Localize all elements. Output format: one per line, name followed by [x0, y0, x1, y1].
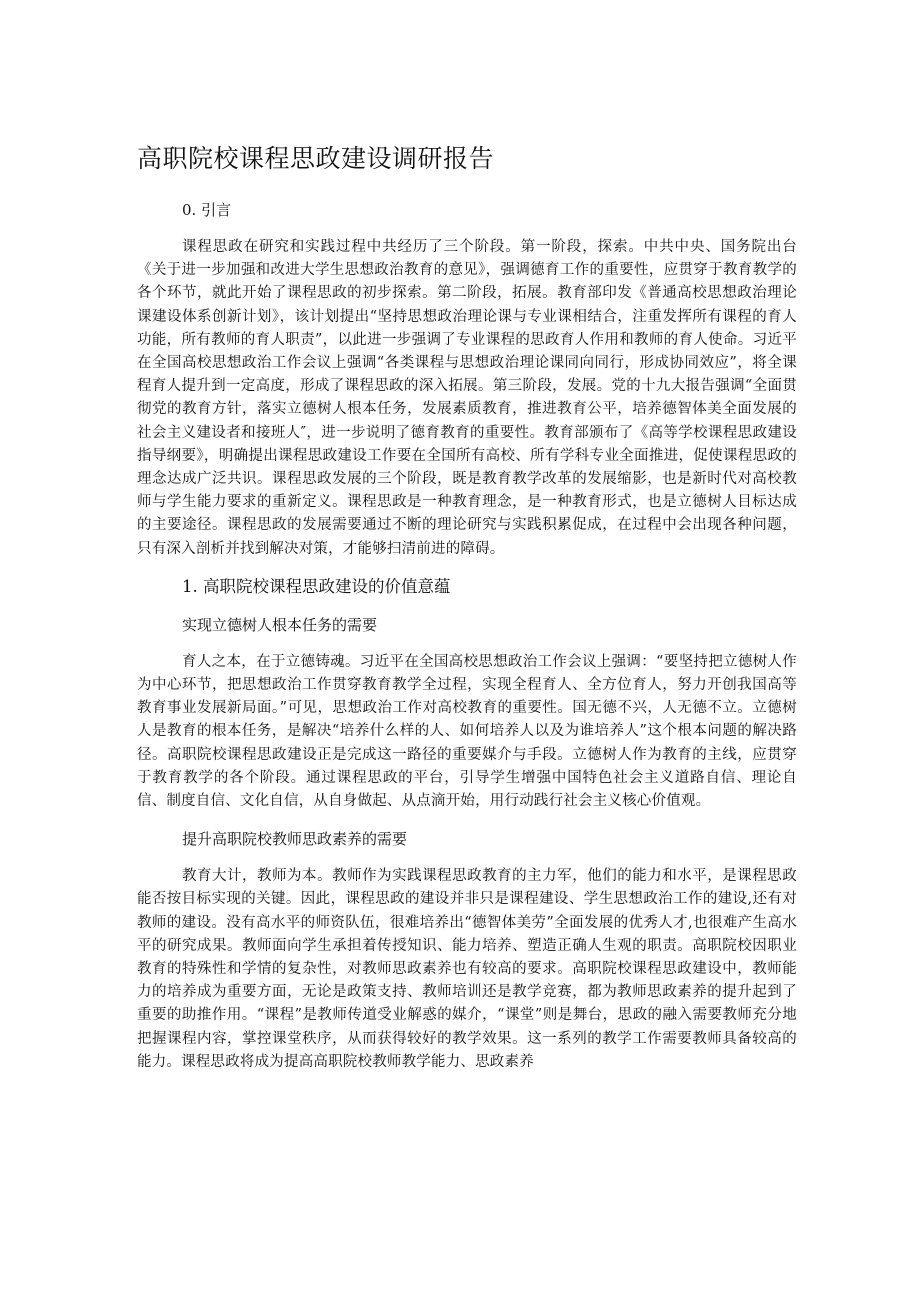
section-heading-intro: 0. 引言	[182, 201, 232, 219]
document-page	[137, 142, 797, 1088]
paragraph-intro: 课程思政在研究和实践过程中共经历了三个阶段。第一阶段，探索。中共中央、国务院出台《关于进一步加强和改进大学生思想政治教育的意见》，强调德育工作的重要性，应贯穿于教育教学的各个环节，就此开始了课程思政的初步探索。第二阶段，拓展。教育部印发《普通高校思想政治理论课建设体系创新计划》，该计划提出“坚持思想政治理论课与专业课相结合，注重发挥所有课程的育人功能，所有教师的育人职责”，以此进一步强调了专业课程的思政育人作用和教师的育人使命。习近平在全国高校思想政治工作会议上强调“各类课程与思想政治理论课同向同行，形成协同效应”，将全课程育人提升到一定高度，形成了课程思政的深入拓展。第三阶段，发展。党的十九大报告强调“全面贯彻党的教育方针，落实立德树人根本任务，发展素质教育，推进教育公平，培养德智体美全面发展的社会主义建设者和接班人″，进一步说明了德育教育的重要性。教育部颁布了《高等学校课程思政建设指导纲要》，明确提出课程思政建设工作要在全国所有高校、所有学科专业全面推进，促使课程思政的理念达成广泛共识。课程思政发展的三个阶段，既是教育教学改革的发展缩影，也是新时代对高校教师与学生能力要求的重新定义。课程思政是一种教育理念，是一种教育形式，也是立德树人目标达成的主要途径。课程思政的发展需要通过不断的理论研究与实践积累促成，在过程中会出现各种问题，只有深入剖析并找到解决对策，才能够扫清前进的障碍。	[137, 239, 797, 557]
subsection-heading-teacher-literacy: 提升高职院校教师思政素养的需要	[182, 830, 408, 849]
subsection-heading-moral-education: 实现立德树人根本任务的需要	[182, 615, 378, 634]
document-title: 高职院校课程思政建设调研报告	[137, 144, 495, 173]
paragraph-moral-education: 育人之本，在于立德铸魂。习近平在全国高校思想政治工作会议上强调：“要坚持把立德树人作为中心环节，把思想政治工作贯穿教育教学全过程，实现全程育人、全方位育人，努力开创我国高等教育事业发展新局面。”可见，思想政治工作对高校教育的重要性。国无德不兴，人无德不立。立德树人是教育的根本任务，是解决“培养什么样的人、如何培养人以及为谁培养人”这个根本问题的解决路径。高职院校课程思政建设正是完成这一路径的重要媒介与手段。立德树人作为教育的主线，应贯穿于教育教学的各个阶段。通过课程思政的平台，引导学生增强中国特色社会主义道路自信、理论自信、制度自信、文化自信，从自身做起、从点滴开始，用行动践行社会主义核心价值观。	[137, 653, 797, 810]
paragraph-teacher-literacy: 教育大计，教师为本。教师作为实践课程思政教育的主力军，他们的能力和水平，是课程思政能否按目标实现的关键。因此，课程思政的建设并非只是课程建设、学生思想政治工作的建设,还有对教师的建设。没有高水平的师资队伍，很难培养出“德智体美劳”全面发展的优秀人才,也很难产生高水平的研究成果。教师面向学生承担着传授知识、能力培养、塑造正确人生观的职责。高职院校因职业教育的特殊性和学情的复杂性，对教师思政素养也有较高的要求。高职院校课程思政建设中，教师能力的培养成为重要方面，无论是政策支持、教师培训还是教学竞赛，都为教师思政素养的提升起到了重要的助推作用。“课程”是教师传道受业解惑的媒介，“课堂”则是舞台，思政的融入需要教师充分地把握课程内容，掌控课堂秩序，从而获得较好的教学效果。这一系列的教学工作需要教师具备较高的能力。课程思政将成为提高高职院校教师教学能力、思政素养	[137, 868, 797, 1070]
section-heading-value: 1. 高职院校课程思政建设的价值意蕴	[182, 576, 451, 596]
